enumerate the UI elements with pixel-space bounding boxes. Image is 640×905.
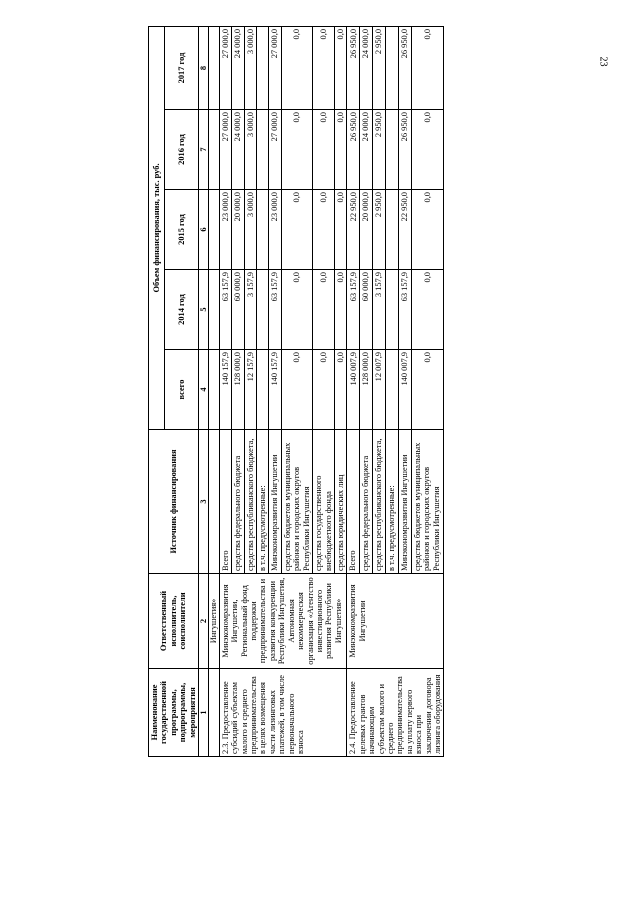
funding-source: средства федерального бюджета	[360, 430, 373, 574]
header-2017: 2017 год	[165, 26, 199, 109]
amount-cell: 0,0	[281, 270, 312, 350]
amount-cell: 23 000,0	[219, 190, 231, 270]
amount-cell: 20 000,0	[232, 190, 244, 270]
funding-source: средства республиканского бюджета,	[373, 430, 386, 574]
amount-cell: 2 950,0	[373, 26, 386, 109]
amount-cell: 0,0	[281, 350, 312, 430]
measure-name: 2.3. Предоставление субсидий субъектам малого и среднего предпринимательства в целях возмещения части лизинговых платежей, в том числе первоначального взноса	[219, 669, 346, 757]
empty-cell	[209, 190, 219, 270]
amount-cell: 0,0	[281, 190, 312, 270]
amount-cell: 0,0	[313, 110, 335, 190]
amount-cell: 27 000,0	[269, 26, 281, 109]
empty-cell	[209, 110, 219, 190]
amount-cell: 27 000,0	[269, 110, 281, 190]
col-number: 4	[199, 350, 209, 430]
amount-cell: 0,0	[313, 26, 335, 109]
funding-source: Всего	[219, 430, 231, 574]
amount-cell: 23 000,0	[269, 190, 281, 270]
amount-cell: 3 000,0	[244, 26, 256, 109]
amount-cell: 128 000,0	[360, 350, 373, 430]
amount-cell: 24 000,0	[232, 26, 244, 109]
amount-cell: 24 000,0	[360, 26, 373, 109]
amount-cell	[386, 190, 399, 270]
amount-cell: 0,0	[334, 190, 346, 270]
amount-cell: 22 950,0	[398, 190, 411, 270]
header-volume: Объем финансирования, тыс. руб.	[149, 26, 165, 429]
amount-cell: 128 000,0	[232, 350, 244, 430]
amount-cell: 12 007,9	[373, 350, 386, 430]
funding-source: в т.ч. предусмотренные:	[386, 430, 399, 574]
measure-responsible: Минэкономразвития Ингушетии, Региональный фонд поддержки предпринимательства и развития конкуренции Республики Ингушетия, Автономная некоммерческая организация «Агентство инвестиционного развития Республики Ингушетия»	[219, 574, 346, 669]
amount-cell: 2 950,0	[373, 190, 386, 270]
amount-cell: 0,0	[334, 110, 346, 190]
funding-source: в т.ч. предусмотренные:	[257, 430, 269, 574]
financing-table	[148, 26, 444, 757]
amount-cell: 26 950,0	[398, 26, 411, 109]
measure-name: 2.4. Предоставление целевых грантов начинающим субъектам малого и среднего предпринимательства на уплату первого взноса при заключении договора лизинга оборудования	[347, 669, 444, 757]
amount-cell: 24 000,0	[232, 110, 244, 190]
amount-cell	[386, 26, 399, 109]
header-row-1	[149, 26, 165, 756]
funding-source: средства республиканского бюджета,	[244, 430, 256, 574]
empty-cell	[209, 669, 219, 757]
carry-over-row	[209, 26, 219, 756]
funding-source: средства государственного внебюджетного фонда	[313, 430, 335, 574]
amount-cell: 20 000,0	[360, 190, 373, 270]
amount-cell: 63 157,9	[269, 270, 281, 350]
table-row	[347, 26, 360, 756]
amount-cell: 26 950,0	[347, 26, 360, 109]
measure-responsible: Минэкономразвития Ингушетии	[347, 574, 444, 669]
amount-cell	[386, 350, 399, 430]
col-number: 7	[199, 110, 209, 190]
header-responsible: Ответственный исполнитель, соисполнители	[149, 574, 199, 669]
funding-source: Всего	[347, 430, 360, 574]
amount-cell: 140 007,9	[347, 350, 360, 430]
amount-cell: 3 000,0	[244, 110, 256, 190]
amount-cell: 27 000,0	[219, 26, 231, 109]
amount-cell: 0,0	[313, 350, 335, 430]
col-number: 5	[199, 270, 209, 350]
amount-cell: 27 000,0	[219, 110, 231, 190]
col-number: 8	[199, 26, 209, 109]
funding-source: средства юридических лиц	[334, 430, 346, 574]
amount-cell	[257, 26, 269, 109]
amount-cell	[257, 190, 269, 270]
header-2014: 2014 год	[165, 270, 199, 350]
amount-cell: 60 000,0	[360, 270, 373, 350]
header-2015: 2015 год	[165, 190, 199, 270]
amount-cell: 60 000,0	[232, 270, 244, 350]
amount-cell: 140 007,9	[398, 350, 411, 430]
header-source: Источник финансирования	[149, 430, 199, 574]
col-number: 6	[199, 190, 209, 270]
amount-cell: 3 157,9	[244, 270, 256, 350]
funding-source: Минэкономразвития Ингушетии	[269, 430, 281, 574]
amount-cell: 0,0	[411, 110, 444, 190]
amount-cell: 22 950,0	[347, 190, 360, 270]
amount-cell: 0,0	[313, 270, 335, 350]
amount-cell: 0,0	[411, 190, 444, 270]
empty-cell	[209, 270, 219, 350]
amount-cell: 140 157,9	[269, 350, 281, 430]
amount-cell: 26 950,0	[347, 110, 360, 190]
amount-cell: 0,0	[313, 190, 335, 270]
amount-cell: 26 950,0	[398, 110, 411, 190]
funding-source: средства бюджетов муниципальных районов и городских округов Республики Ингушетия	[281, 430, 312, 574]
table-row	[219, 26, 231, 756]
amount-cell: 0,0	[334, 26, 346, 109]
amount-cell: 24 000,0	[360, 110, 373, 190]
funding-source: средства федерального бюджета	[232, 430, 244, 574]
amount-cell	[386, 110, 399, 190]
column-numbers-row	[199, 26, 209, 756]
empty-cell	[209, 350, 219, 430]
col-number: 3	[199, 430, 209, 574]
empty-cell	[209, 26, 219, 109]
header-2016: 2016 год	[165, 110, 199, 190]
amount-cell: 0,0	[334, 350, 346, 430]
col-number: 1	[199, 669, 209, 757]
measures-body	[219, 26, 444, 756]
amount-cell	[257, 350, 269, 430]
amount-cell: 0,0	[334, 270, 346, 350]
funding-source: средства бюджетов муниципальных районов и городских округов Республики Ингушетия	[411, 430, 444, 574]
amount-cell: 63 157,9	[347, 270, 360, 350]
amount-cell: 140 157,9	[219, 350, 231, 430]
rotated-table-wrapper	[148, 27, 638, 757]
amount-cell: 0,0	[281, 110, 312, 190]
amount-cell: 3 000,0	[244, 190, 256, 270]
header-name: Наименование государственной программы, подпрограммы, мероприятия	[149, 669, 199, 757]
amount-cell: 2 950,0	[373, 110, 386, 190]
document-page	[148, 27, 638, 757]
amount-cell: 3 157,9	[373, 270, 386, 350]
amount-cell: 0,0	[281, 26, 312, 109]
page-number: 23	[597, 56, 609, 67]
header-total: всего	[165, 350, 199, 430]
amount-cell	[386, 270, 399, 350]
amount-cell: 63 157,9	[398, 270, 411, 350]
amount-cell: 0,0	[411, 26, 444, 109]
amount-cell	[257, 270, 269, 350]
col-number: 2	[199, 574, 209, 669]
amount-cell: 63 157,9	[219, 270, 231, 350]
carry-over-text: Ингушетия»	[209, 574, 219, 669]
amount-cell	[257, 110, 269, 190]
amount-cell: 12 157,9	[244, 350, 256, 430]
amount-cell: 0,0	[411, 270, 444, 350]
funding-source: Минэкономразвития Ингушетии	[398, 430, 411, 574]
amount-cell: 0,0	[411, 350, 444, 430]
empty-cell	[209, 430, 219, 574]
